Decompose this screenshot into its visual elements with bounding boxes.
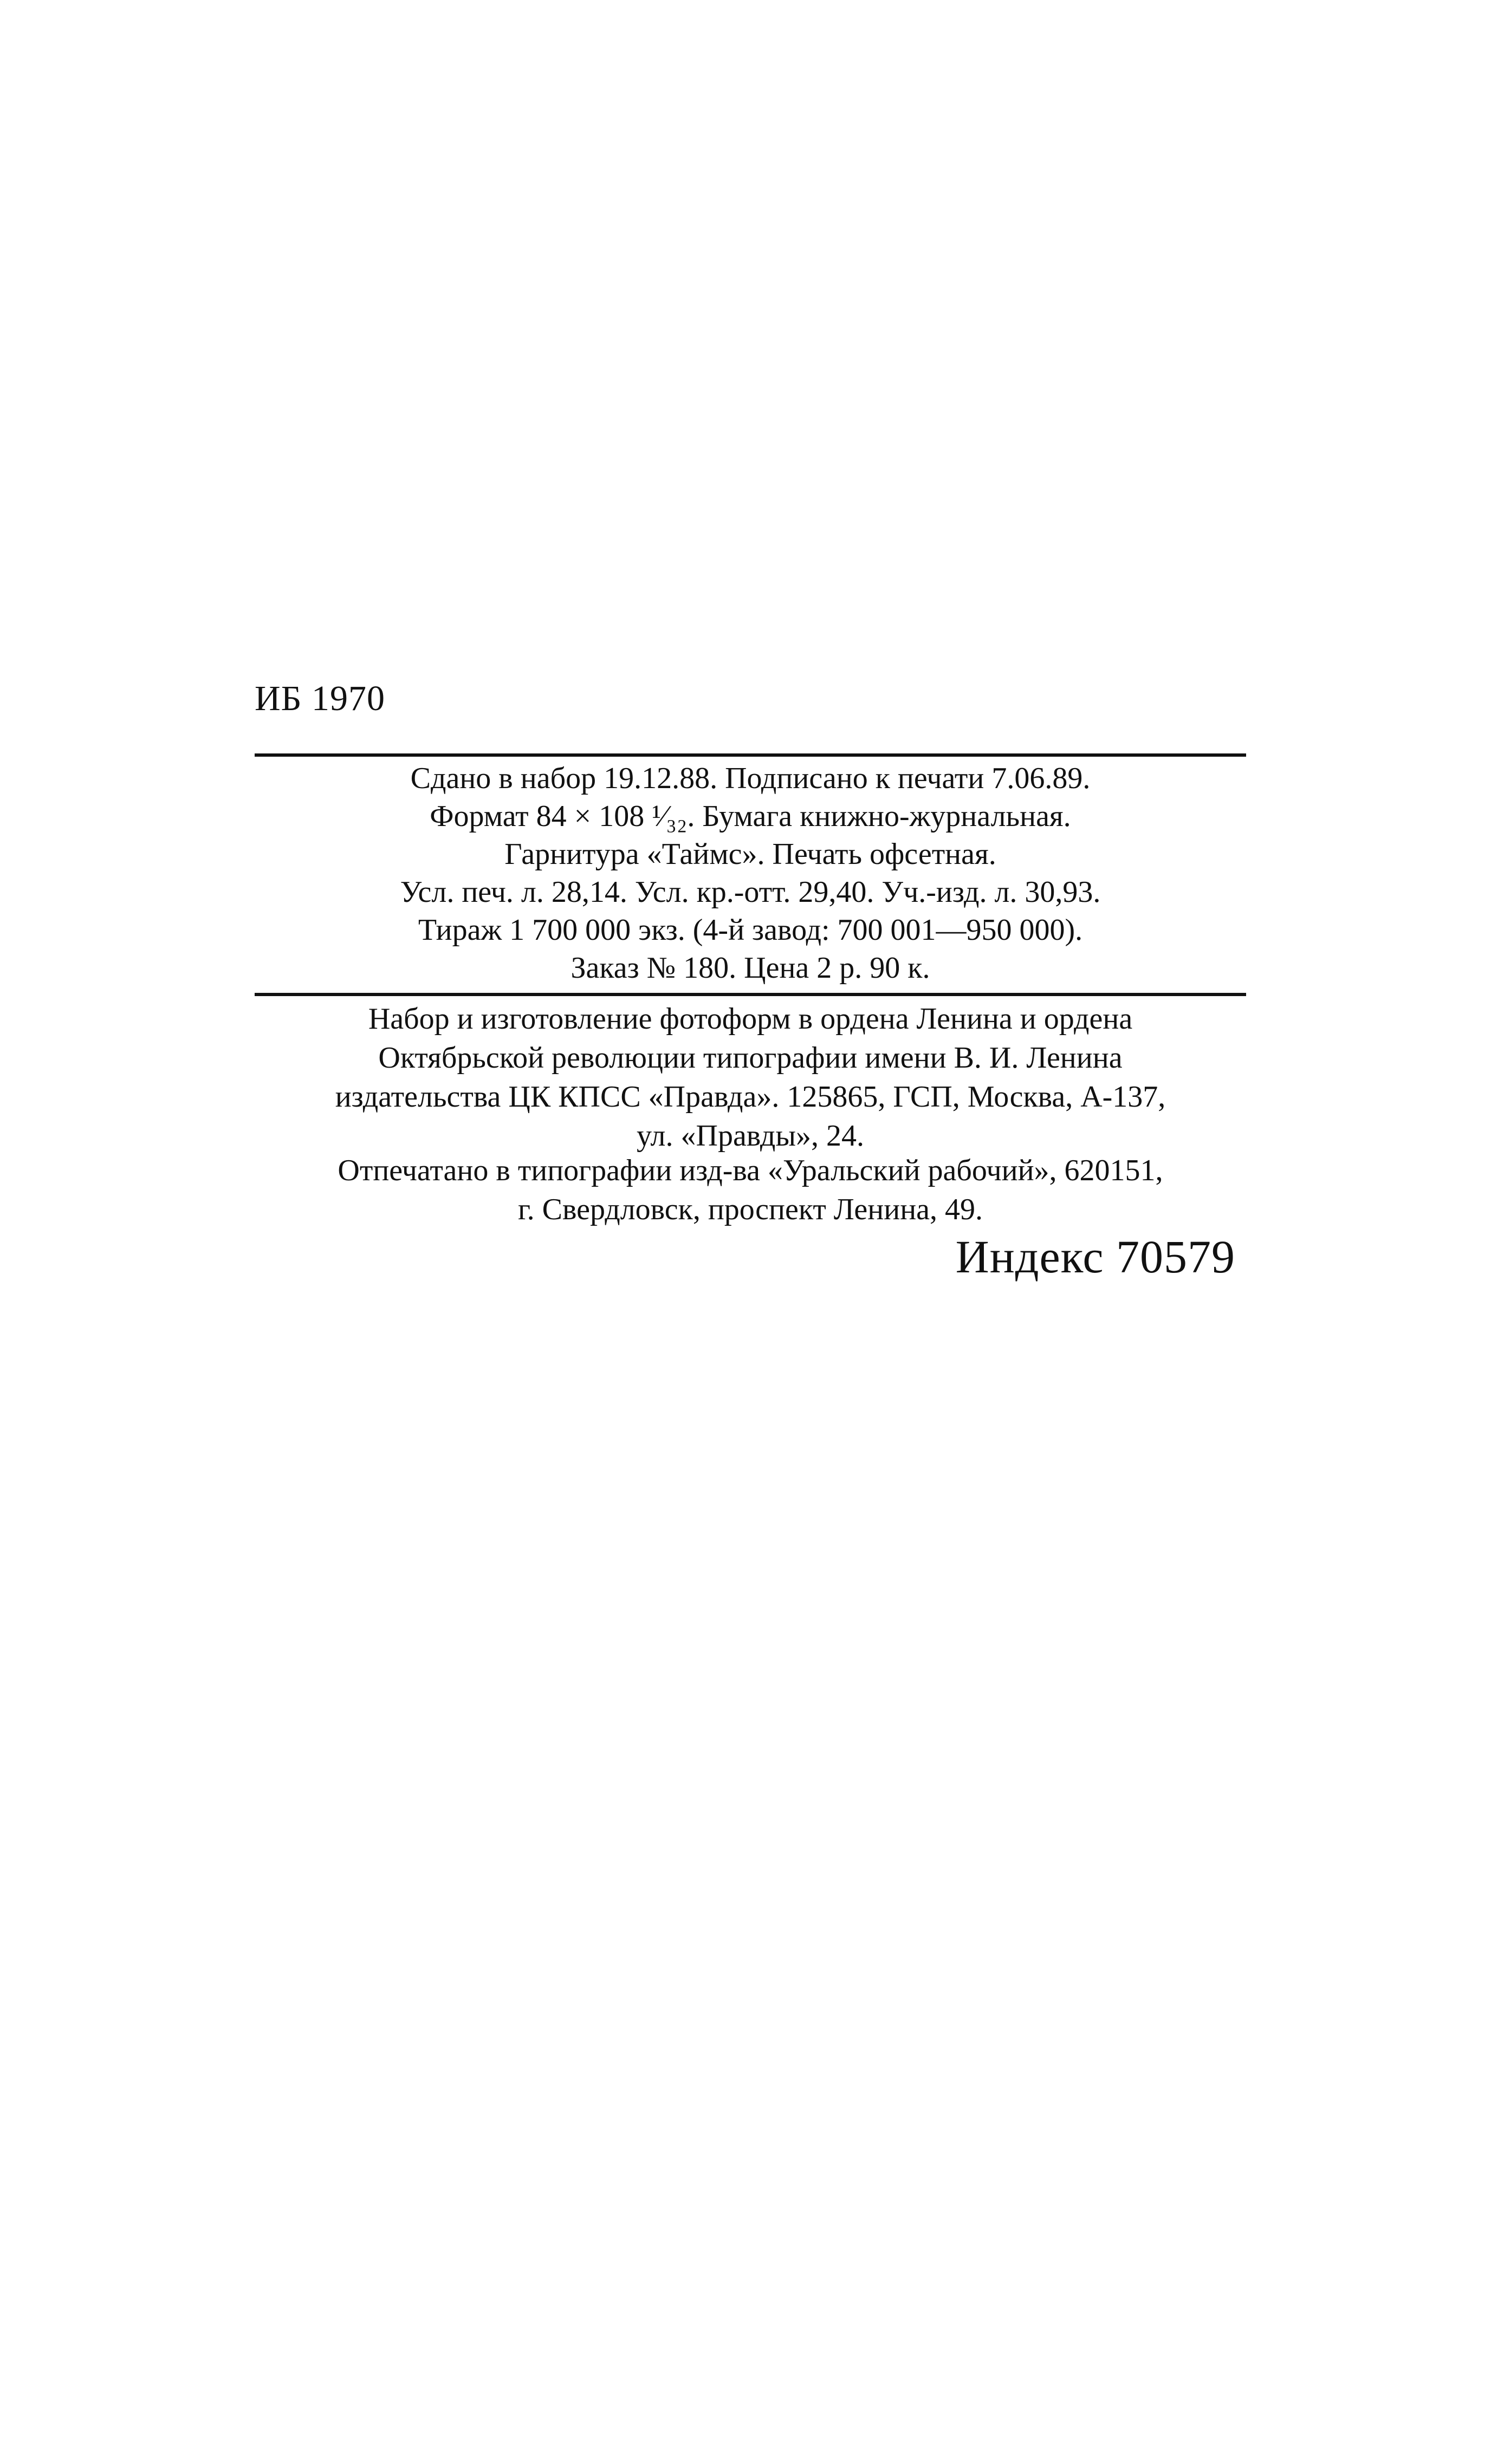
imprint-line: Заказ № 180. Цена 2 р. 90 к. [571, 951, 930, 985]
middle-rule [255, 993, 1246, 996]
imprint-line: Тираж 1 700 000 экз. (4-й завод: 700 001—950 000). [418, 913, 1083, 947]
ib-number: ИБ 1970 [255, 679, 386, 718]
printed-line: г. Свердловск, проспект Ленина, 49. [517, 1193, 983, 1226]
printer-line: издательства ЦК КПСС «Правда». 125865, ГСП, Москва, А-137, [335, 1080, 1166, 1114]
top-rule [255, 753, 1246, 757]
imprint-line: Усл. печ. л. 28,14. Усл. кр.-отт. 29,40. Уч.-изд. л. 30,93. [400, 875, 1101, 909]
imprint-line: Гарнитура «Таймс». Печать офсетная. [504, 837, 996, 871]
printer-line: ул. «Правды», 24. [637, 1119, 864, 1153]
imprint-line: Формат 84 × 108 ¹⁄₃₂. Бумага книжно-журнальная. [430, 799, 1071, 833]
printer-line: Набор и изготовление фотоформ в ордена Ленина и ордена [368, 1002, 1133, 1036]
printed-line: Отпечатано в типографии изд-ва «Уральский рабочий», 620151, [338, 1154, 1163, 1187]
printer-block [255, 999, 1246, 1155]
imprint-line: Сдано в набор 19.12.88. Подписано к печати 7.06.89. [410, 762, 1091, 795]
printed-block [255, 1151, 1246, 1229]
imprint-block [255, 759, 1246, 987]
index-label: Индекс 70579 [955, 1231, 1235, 1283]
printer-line: Октябрьской революции типографии имени В. И. Ленина [378, 1041, 1123, 1075]
